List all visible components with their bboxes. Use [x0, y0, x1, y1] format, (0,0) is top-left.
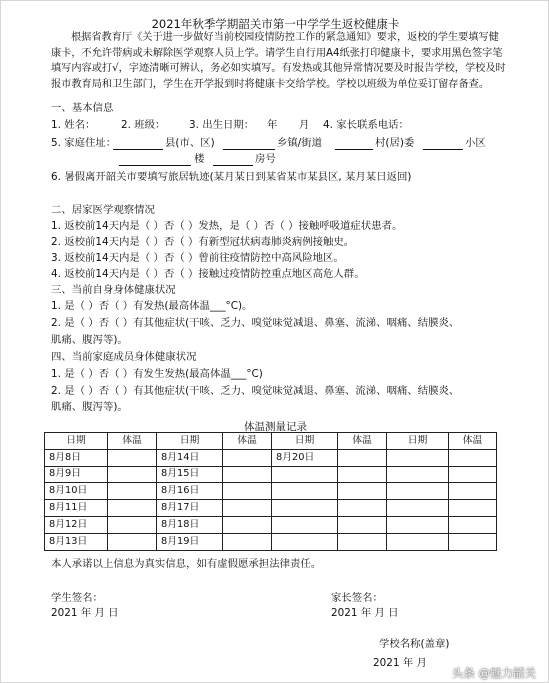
date-cell	[387, 533, 449, 550]
header-temp-1: 体温	[108, 433, 157, 450]
date-cell: 8月9日	[45, 466, 108, 483]
building-label: 楼	[194, 153, 205, 165]
parent-sign-date: 2021 年 月 日	[331, 607, 399, 619]
temp-cell[interactable]	[449, 466, 497, 483]
address-label: 5. 家庭住址：	[51, 137, 117, 149]
date-cell	[387, 500, 449, 517]
date-cell: 8月8日	[45, 449, 108, 466]
temp-cell[interactable]	[223, 533, 272, 550]
community-label: 小区	[465, 137, 486, 149]
observation-item-4: 4. 返校前14天内是（ ）否（ ）接触过疫情防控重点地区高危人群。	[51, 268, 365, 280]
temp-cell[interactable]	[338, 500, 387, 517]
dob-year-label: 年	[267, 119, 278, 131]
date-cell: 8月19日	[157, 533, 223, 550]
temp-cell[interactable]	[108, 500, 157, 517]
temp-cell[interactable]	[223, 500, 272, 517]
temp-cell[interactable]	[223, 516, 272, 533]
parent-phone-label: 4. 家长联系电话：	[323, 119, 409, 131]
temperature-table-title: 体温测量记录	[244, 421, 307, 433]
temp-cell[interactable]	[449, 500, 497, 517]
town-label: 乡镇/街道	[277, 137, 323, 149]
temp-cell[interactable]	[449, 516, 497, 533]
room-blank[interactable]	[213, 155, 253, 166]
date-cell	[272, 516, 338, 533]
temp-cell[interactable]	[108, 466, 157, 483]
family-symptom-question-cont: 肌痛、腹泻等)。	[51, 401, 128, 413]
date-cell	[387, 449, 449, 466]
header-date-1: 日期	[45, 433, 108, 450]
temp-cell[interactable]	[223, 449, 272, 466]
date-cell	[387, 516, 449, 533]
temp-cell[interactable]	[108, 483, 157, 500]
temp-cell[interactable]	[449, 449, 497, 466]
section-basic-info-heading: 一、基本信息	[51, 102, 114, 114]
temp-cell[interactable]	[449, 483, 497, 500]
room-label: 房号	[255, 153, 276, 165]
section-family-health-heading: 四、当前家庭成员身体健康状况	[51, 351, 197, 363]
community-blank[interactable]	[423, 139, 463, 150]
table-row	[45, 533, 497, 550]
date-cell: 8月10日	[45, 483, 108, 500]
temp-cell[interactable]	[223, 483, 272, 500]
temp-cell[interactable]	[338, 449, 387, 466]
header-date-4: 日期	[387, 433, 449, 450]
family-symptom-question: 2. 是（ ）否（ ）有其他症状(干咳、乏力、嗅觉味觉减退、鼻塞、流涕、咽痛、结膜炎、	[51, 385, 460, 397]
observation-item-1: 1. 返校前14天内是（ ）否（ ）发热，是（ ）否（ ）接触呼吸道症状患者。	[51, 220, 403, 232]
date-cell	[272, 466, 338, 483]
parent-signature-label: 家长签名：	[331, 592, 383, 604]
date-cell: 8月14日	[157, 449, 223, 466]
page-title: 2021年秋季学期韶关市第一中学学生返校健康卡	[151, 17, 400, 31]
table-row	[45, 483, 497, 500]
temperature-table	[44, 432, 497, 551]
date-cell: 8月17日	[157, 500, 223, 517]
temp-cell[interactable]	[338, 516, 387, 533]
date-cell	[272, 533, 338, 550]
self-symptom-question-cont: 肌痛、腹泻等)。	[51, 334, 128, 346]
temp-cell[interactable]	[449, 533, 497, 550]
building-blank[interactable]	[119, 155, 191, 166]
temp-cell[interactable]	[108, 449, 157, 466]
temperature-table-header-row	[45, 433, 497, 450]
header-date-2: 日期	[157, 433, 223, 450]
date-cell: 8月16日	[157, 483, 223, 500]
date-cell: 8月12日	[45, 516, 108, 533]
header-date-3: 日期	[272, 433, 338, 450]
dob-label: 3. 出生日期：	[189, 119, 255, 131]
temp-cell[interactable]	[338, 533, 387, 550]
name-label: 1. 姓名：	[51, 119, 96, 131]
table-row	[45, 466, 497, 483]
county-blank[interactable]	[113, 139, 163, 150]
observation-item-2: 2. 返校前14天内是（ ）否（ ）有新型冠状病毒肺炎病例接触史。	[51, 236, 355, 248]
class-label: 2. 班级：	[121, 119, 166, 131]
temp-cell[interactable]	[338, 466, 387, 483]
table-row	[45, 516, 497, 533]
temp-cell[interactable]	[223, 466, 272, 483]
date-cell	[387, 483, 449, 500]
school-seal-label: 学校名称(盖章)	[379, 638, 450, 650]
table-row	[45, 500, 497, 517]
intro-paragraph: 根据省教育厅《关于进一步做好当前校园疫情防控工作的紧急通知》要求，返校的学生要填写健康卡，不允许带病或未解除医学观察人员上学。请学生自行用A4纸张打印健康卡，要求用黑色签字笔填写内容或打√，字迹清晰可辨认，务必如实填写。有发热或其他异常情况要及时报告学校，学校及时报市教育局和卫生部门，学生在开学报到时将健康卡交给学校。学校以班级为单位妥订留存备查。	[51, 32, 506, 90]
date-cell: 8月15日	[157, 466, 223, 483]
date-cell	[387, 466, 449, 483]
village-label: 村(居)委	[375, 137, 415, 149]
header-temp-2: 体温	[223, 433, 272, 450]
date-cell	[272, 483, 338, 500]
self-fever-question: 1. 是（ ）否（ ）有发热(最高体温___°C)。	[51, 300, 253, 312]
student-sign-date: 2021 年 月 日	[51, 607, 119, 619]
village-blank[interactable]	[335, 139, 373, 150]
trip-label: 6. 暑假离开韶关市要填写旅居轨迹(某月某日到某省某市某县区, 某月某日返回)	[51, 171, 412, 183]
school-sign-date: 2021 年 月	[373, 657, 427, 669]
dob-month-label: 月	[299, 119, 310, 131]
student-signature-label: 学生签名：	[51, 592, 103, 604]
date-cell: 8月13日	[45, 533, 108, 550]
date-cell: 8月11日	[45, 500, 108, 517]
table-row	[45, 449, 497, 466]
county-label: 县(市、区)	[165, 137, 215, 149]
self-symptom-question: 2. 是（ ）否（ ）有其他症状(干咳、乏力、嗅觉味觉减退、鼻塞、流涕、咽痛、结膜炎、	[51, 317, 460, 329]
pledge-statement: 本人承诺以上信息为真实信息，如有虚假愿承担法律责任。	[51, 558, 322, 570]
date-cell: 8月18日	[157, 516, 223, 533]
temp-cell[interactable]	[108, 533, 157, 550]
temp-cell[interactable]	[108, 516, 157, 533]
watermark-text: 头条 @魅力韶关	[451, 666, 536, 680]
date-cell	[272, 500, 338, 517]
section-home-observation-heading: 二、居家医学观察情况	[51, 204, 155, 216]
family-fever-question: 1. 是（ ）否（ ）有发生发热(最高体温___°C)	[51, 368, 263, 380]
town-blank[interactable]	[223, 139, 275, 150]
date-cell: 8月20日	[272, 449, 338, 466]
header-temp-4: 体温	[449, 433, 497, 450]
section-self-health-heading: 三、当前自身身体健康状况	[51, 284, 176, 296]
observation-item-3: 3. 返校前14天内是（ ）否（ ）曾前往疫情防控中高风险地区。	[51, 252, 344, 264]
temp-cell[interactable]	[338, 483, 387, 500]
header-temp-3: 体温	[338, 433, 387, 450]
